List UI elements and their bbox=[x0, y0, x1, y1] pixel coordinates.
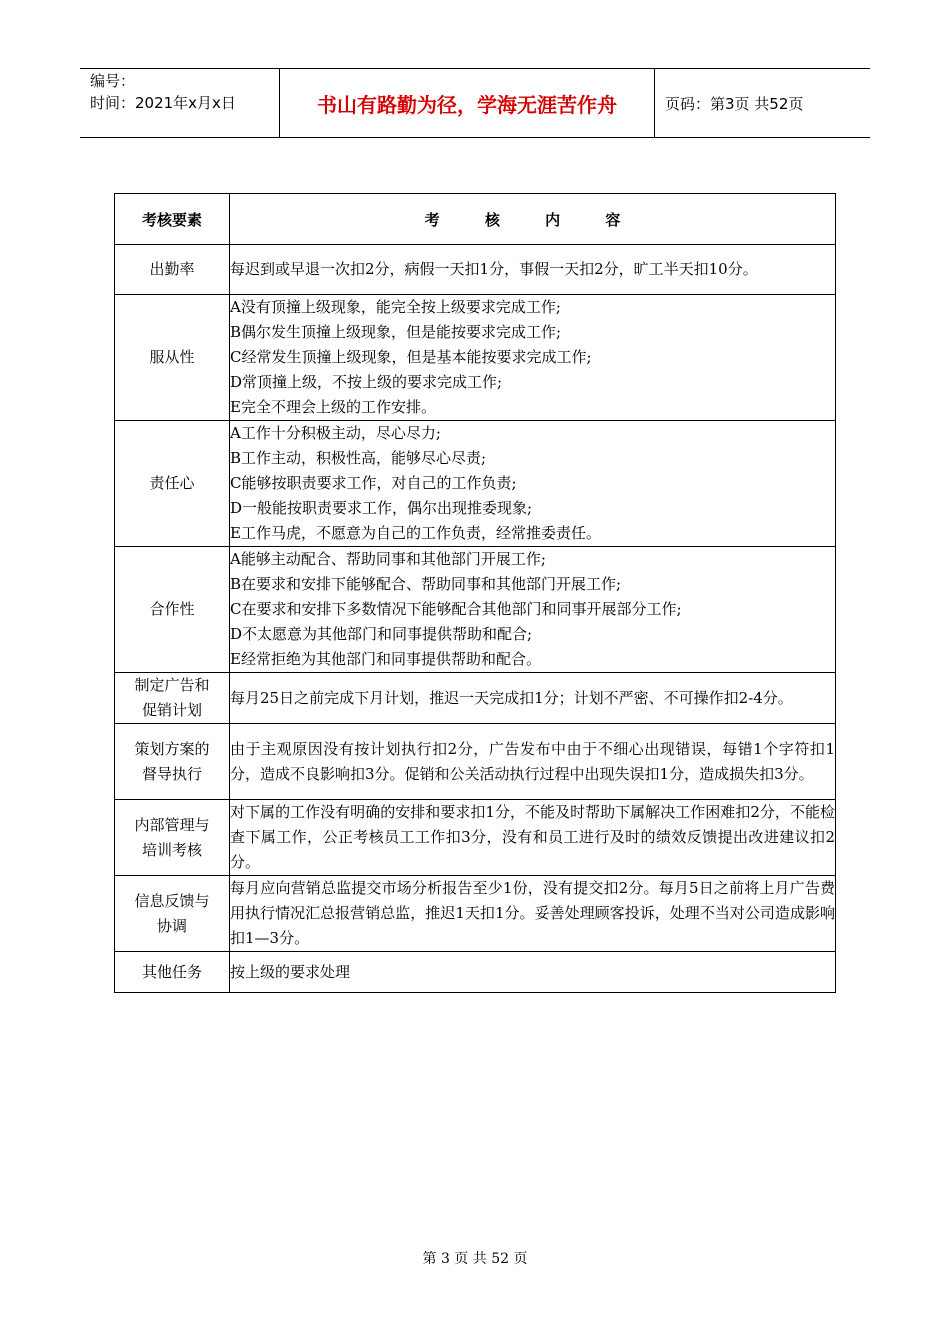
header-factor: 考核要素 bbox=[115, 194, 230, 245]
factor-label: 信息反馈与协调 bbox=[115, 876, 230, 952]
factor-content bbox=[230, 547, 836, 673]
page-footer: 第 3 页 共 52 页 bbox=[422, 1251, 528, 1267]
content-line: 每月应向营销总监提交市场分析报告至少1份，没有提交扣2分。每月5日之前将上月广告费用执行情况汇总报营销总监，推迟1天扣1分。妥善处理顾客投诉，处理不当对公司造成影响扣1—3分。 bbox=[230, 879, 835, 947]
table-row bbox=[115, 952, 836, 993]
content-line: 每月25日之前完成下月计划，推迟一天完成扣1分；计划不严密、不可操作扣2-4分。 bbox=[230, 688, 793, 707]
content-line: D常顶撞上级，不按上级的要求完成工作; bbox=[230, 373, 503, 391]
factor-content bbox=[230, 724, 836, 800]
factor-content bbox=[230, 673, 836, 724]
content-line: A没有顶撞上级现象，能完全按上级要求完成工作; bbox=[230, 298, 561, 316]
table-row bbox=[115, 673, 836, 724]
header-motto: 书山有路勤为径，学海无涯苦作舟 bbox=[280, 69, 655, 137]
content-line: 每迟到或早退一次扣2分，病假一天扣1分，事假一天扣2分，旷工半天扣10分。 bbox=[230, 260, 758, 278]
table-row bbox=[115, 800, 836, 876]
header-content bbox=[230, 194, 836, 245]
content-line: 对下属的工作没有明确的安排和要求扣1分，不能及时帮助下属解决工作困难扣2分，不能检查下属工作，公正考核员工工作扣3分，没有和员工进行及时的绩效反馈提出改进建议扣2分。 bbox=[230, 803, 835, 871]
factor-label: 责任心 bbox=[115, 421, 230, 547]
header-content-text: 考 核 内 容 bbox=[424, 210, 641, 229]
table-row bbox=[115, 421, 836, 547]
assessment-table bbox=[114, 193, 836, 993]
header-info bbox=[80, 69, 280, 137]
factor-content bbox=[230, 245, 836, 295]
content-line: B在要求和安排下能够配合、帮助同事和其他部门开展工作; bbox=[230, 575, 622, 593]
content-line: A能够主动配合、帮助同事和其他部门开展工作; bbox=[230, 550, 546, 568]
content-line: A工作十分积极主动，尽心尽力; bbox=[230, 424, 441, 442]
factor-content bbox=[230, 800, 836, 876]
content-line: C能够按职责要求工作，对自己的工作负责; bbox=[230, 474, 517, 492]
table-row bbox=[115, 547, 836, 673]
header-page-info: 页码：第3页 共52页 bbox=[665, 94, 804, 113]
table-row bbox=[115, 295, 836, 421]
content-line: B偶尔发生顶撞上级现象，但是能按要求完成工作; bbox=[230, 323, 562, 341]
content-line: 由于主观原因没有按计划执行扣2分，广告发布中由于不细心出现错误，每错1个字符扣1分，造成不良影响扣3分。促销和公关活动执行过程中出现失误扣1分，造成损失扣3分。 bbox=[230, 739, 835, 783]
factor-label: 策划方案的督导执行 bbox=[115, 724, 230, 800]
content-line: E经常拒绝为其他部门和同事提供帮助和配合。 bbox=[230, 650, 541, 668]
factor-label: 其他任务 bbox=[115, 952, 230, 993]
content-line: C在要求和安排下多数情况下能够配合其他部门和同事开展部分工作; bbox=[230, 600, 682, 618]
content-line: C经常发生顶撞上级现象，但是基本能按要求完成工作; bbox=[230, 348, 592, 366]
factor-label: 合作性 bbox=[115, 547, 230, 673]
factor-content bbox=[230, 876, 836, 952]
factor-content bbox=[230, 421, 836, 547]
content-line: B工作主动，积极性高，能够尽心尽责; bbox=[230, 449, 487, 467]
table-row bbox=[115, 876, 836, 952]
table-body bbox=[115, 245, 836, 993]
content-line: D一般能按职责要求工作，偶尔出现推委现象; bbox=[230, 499, 533, 517]
content-line: 按上级的要求处理 bbox=[230, 962, 351, 981]
content-line: D不太愿意为其他部门和同事提供帮助和配合; bbox=[230, 625, 533, 643]
table-header-row bbox=[115, 194, 836, 245]
factor-label: 出勤率 bbox=[115, 245, 230, 295]
number-label: 编号： bbox=[90, 72, 136, 90]
factor-label: 制定广告和促销计划 bbox=[115, 673, 230, 724]
content-line: E工作马虎，不愿意为自己的工作负责，经常推委责任。 bbox=[230, 524, 601, 542]
table-row bbox=[115, 724, 836, 800]
factor-label: 服从性 bbox=[115, 295, 230, 421]
page-header bbox=[80, 68, 870, 138]
factor-content bbox=[230, 295, 836, 421]
content-line: E完全不理会上级的工作安排。 bbox=[230, 398, 436, 416]
time-label: 时间：2021年x月x日 bbox=[90, 94, 236, 112]
factor-content bbox=[230, 952, 836, 993]
table-row bbox=[115, 245, 836, 295]
factor-label: 内部管理与培训考核 bbox=[115, 800, 230, 876]
